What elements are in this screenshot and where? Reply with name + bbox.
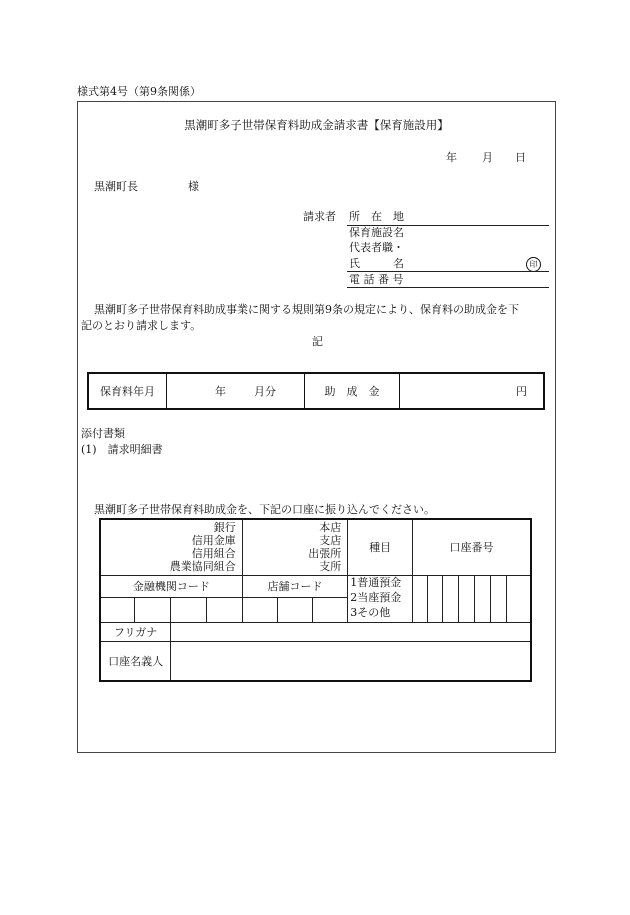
branch-type-branch: 支店 [319,534,342,548]
branch-code-digit-3[interactable] [313,597,348,622]
claimant-rep-title-label: 代表者職・ [349,241,404,254]
transfer-text: 黒潮町多子世帯保育料助成金を、下記の口座に振り込んでください。 [94,503,435,516]
inst-type-shinkumi: 信用組合 [191,547,236,561]
deposit-type-cell[interactable] [348,575,413,622]
inst-code-label: 金融機関コード [100,575,242,597]
date-year-label: 年 [446,151,457,164]
name-line [347,271,549,272]
claimant-label: 請求者 [303,210,336,223]
inst-type-bank: 銀行 [213,520,236,534]
account-digit-3[interactable] [442,575,458,622]
amount-field[interactable] [400,373,545,409]
branch-type-main: 本店 [319,520,342,534]
claimant-address-label: 所 在 地 [349,210,404,223]
inst-type-ja: 農業協同組合 [169,560,236,574]
body-text-line2: 記のとおり請求します。 [81,319,202,332]
inst-code-digit-2[interactable] [135,597,171,622]
claimant-name-label: 氏 名 [349,257,404,270]
account-number-label: 口座番号 [413,519,532,575]
account-holder-field[interactable] [171,642,531,681]
furigana-label: フリガナ [100,622,171,642]
inst-code-digit-1[interactable] [100,597,135,622]
claimant-phone-label: 電 話 番 号 [349,273,404,286]
institution-type-cell[interactable] [100,519,242,575]
seal-icon: 印 [526,257,541,272]
type-label: 種目 [348,519,413,575]
ki-label: 記 [312,335,323,348]
form-title: 黒潮町多子世帯保育料助成金請求書【保育施設用】 [184,118,449,132]
addressee-name: 黒潮町長 [94,180,138,193]
form-label: 様式第4号（第9条関係） [77,85,201,98]
branch-type-sub: 支所 [319,560,342,574]
claimant-facility-label: 保育施設名 [349,226,404,239]
inst-type-shinkin: 信用金庫 [191,534,236,548]
attachments-heading: 添付書類 [81,427,125,440]
body-text-line1: 黒潮町多子世帯保育料助成事業に関する規則第9条の規定により、保育料の助成金を下 [94,303,519,316]
phone-line [347,287,549,288]
branch-code-digit-1[interactable] [242,597,277,622]
account-digit-7[interactable] [506,575,531,622]
deposit-type-current: 2当座預金 [350,591,402,605]
amount-label: 助 成 金 [305,373,400,409]
account-digit-5[interactable] [474,575,490,622]
account-digit-4[interactable] [458,575,474,622]
branch-code-digit-2[interactable] [277,597,313,622]
deposit-type-ordinary: 1普通預金 [350,576,402,590]
deposit-type-other: 3その他 [350,605,391,619]
period-label: 保育料年月 [88,373,167,409]
period-month-label: 月分 [254,385,276,398]
attachment-item-1: (1) 請求明細書 [81,443,163,456]
account-digit-6[interactable] [490,575,506,622]
yen-label: 円 [516,385,527,398]
period-year-label: 年 [215,385,226,398]
account-digit-1[interactable] [413,575,428,622]
account-holder-label: 口座名義人 [100,642,171,681]
inst-code-digit-4[interactable] [206,597,242,622]
furigana-field[interactable] [171,622,531,642]
date-day-label: 日 [515,151,526,164]
addressee-honorific: 様 [188,180,199,193]
branch-type-cell[interactable] [242,519,347,575]
date-month-label: 月 [482,151,493,164]
bank-table [99,518,532,682]
amount-table [87,372,545,410]
period-field[interactable] [167,373,305,409]
account-digit-2[interactable] [427,575,442,622]
branch-code-label: 店舗コード [242,575,347,597]
inst-code-digit-3[interactable] [171,597,207,622]
branch-type-office: 出張所 [308,547,342,561]
